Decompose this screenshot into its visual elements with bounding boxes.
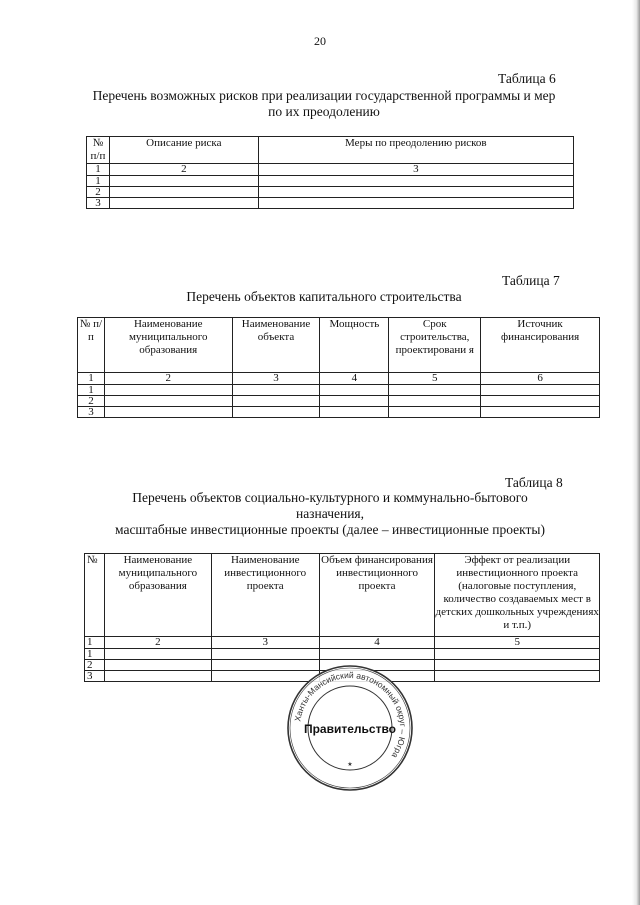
table8-cell <box>319 649 435 660</box>
table6-cell: 1 <box>87 176 110 187</box>
table8-title-line2: назначения, <box>295 506 365 521</box>
table7-cell <box>320 385 389 396</box>
table7-label: Таблица 7 <box>502 273 560 288</box>
table8-cell <box>104 649 211 660</box>
table8-cell: 4 <box>319 637 435 649</box>
table6-label: Таблица 6 <box>498 71 556 86</box>
table-row <box>85 649 600 660</box>
table7-cell <box>389 407 481 418</box>
table8-cell <box>435 671 600 682</box>
table7-title: Перечень объектов капитального строительства <box>186 289 462 304</box>
table7-cell <box>232 385 320 396</box>
table8-cell <box>104 660 211 671</box>
table8-cell: 2 <box>104 637 211 649</box>
table7-header-cell: Источник финансирования <box>481 318 600 373</box>
table8-cell: 1 <box>85 649 105 660</box>
table8-title-line3: масштабные инвестиционные проекты (далее – инвестиционные проекты) <box>115 522 545 537</box>
table7-cell: 3 <box>232 373 320 385</box>
table8-cell: 1 <box>85 637 105 649</box>
page-number: 20 <box>314 34 326 48</box>
table7-cell <box>320 407 389 418</box>
table6-cell: 3 <box>87 198 110 209</box>
table8-header-cell: Объем финансирования инвестиционного проекта <box>319 554 435 637</box>
official-stamp <box>285 663 415 793</box>
table7-cell: 3 <box>78 407 105 418</box>
table7-number-row <box>78 373 600 385</box>
table7-cell <box>104 396 232 407</box>
table6-header-row <box>87 137 574 164</box>
table6-cell: 2 <box>87 187 110 198</box>
table7-header-cell: № п/п <box>78 318 105 373</box>
table6-number-row <box>87 164 574 176</box>
table8-header-row <box>85 554 600 637</box>
table7-cell <box>320 396 389 407</box>
table6-cell <box>258 187 573 198</box>
table7-cell <box>232 396 320 407</box>
table7-header-row <box>78 318 600 373</box>
table8-title <box>60 490 600 538</box>
table-row <box>78 385 600 396</box>
table7-header-cell: Наименование объекта <box>232 318 320 373</box>
table7-cell <box>104 385 232 396</box>
table8-cell: 3 <box>211 637 319 649</box>
table8-cell: 2 <box>85 660 105 671</box>
table-row <box>87 176 574 187</box>
page-edge-shadow <box>632 0 640 905</box>
table8-title-line1: Перечень объектов социально-культурного и коммунально-бытового <box>132 490 528 505</box>
stamp-ring-text: Ханты-Мансийский автономный округ – Югра <box>292 669 409 761</box>
table6-title <box>70 88 578 120</box>
table8-header-cell: Наименование инвестиционного проекта <box>211 554 319 637</box>
table8-header-cell: № <box>85 554 105 637</box>
table8-label: Таблица 8 <box>505 475 563 490</box>
table7-cell <box>481 407 600 418</box>
table-row <box>87 187 574 198</box>
stamp-center-text: Правительство <box>303 722 397 736</box>
table6-title-line1: Перечень возможных рисков при реализации государственной программы и мер <box>92 88 556 103</box>
table8-cell <box>435 660 600 671</box>
table7-cell: 2 <box>78 396 105 407</box>
table8-cell <box>104 671 211 682</box>
table8-header-cell: Наименование муниципального образования <box>104 554 211 637</box>
table6-cell: 1 <box>87 164 110 176</box>
table7-cell: 6 <box>481 373 600 385</box>
table6-cell <box>109 187 258 198</box>
table7-header-cell: Срок строительства, проектировани я <box>389 318 481 373</box>
table6-cell <box>109 176 258 187</box>
table7 <box>77 317 600 418</box>
table-row <box>87 198 574 209</box>
table6-header-cell: Меры по преодолению рисков <box>258 137 573 164</box>
table8-cell: 5 <box>435 637 600 649</box>
table8-header-cell: Эффект от реализации инвестиционного проекта (налоговые поступления, количество создаваемых мест в детских дошкольных учреждениях и т.п.) <box>435 554 600 637</box>
table-row <box>78 396 600 407</box>
table7-cell: 1 <box>78 373 105 385</box>
table7-cell: 1 <box>78 385 105 396</box>
table6-header-cell: № п/п <box>87 137 110 164</box>
table8-cell: 3 <box>85 671 105 682</box>
table-row <box>78 407 600 418</box>
table7-header-cell: Мощность <box>320 318 389 373</box>
stamp-star-icon: ★ <box>347 761 353 768</box>
table8-cell <box>211 649 319 660</box>
table7-cell <box>389 385 481 396</box>
table8-cell <box>435 649 600 660</box>
table7-cell <box>232 407 320 418</box>
table6-cell: 2 <box>109 164 258 176</box>
table7-cell: 4 <box>320 373 389 385</box>
table7-cell: 5 <box>389 373 481 385</box>
table6 <box>86 136 574 209</box>
table6-cell: 3 <box>258 164 573 176</box>
table7-header-cell: Наименование муниципального образования <box>104 318 232 373</box>
table6-cell <box>109 198 258 209</box>
table6-cell <box>258 198 573 209</box>
table6-cell <box>258 176 573 187</box>
table7-cell <box>481 385 600 396</box>
table6-title-line2: по их преодолению <box>268 104 380 119</box>
table6-header-cell: Описание риска <box>109 137 258 164</box>
table8-number-row <box>85 637 600 649</box>
table7-cell <box>481 396 600 407</box>
table7-cell: 2 <box>104 373 232 385</box>
table7-cell <box>104 407 232 418</box>
table7-cell <box>389 396 481 407</box>
